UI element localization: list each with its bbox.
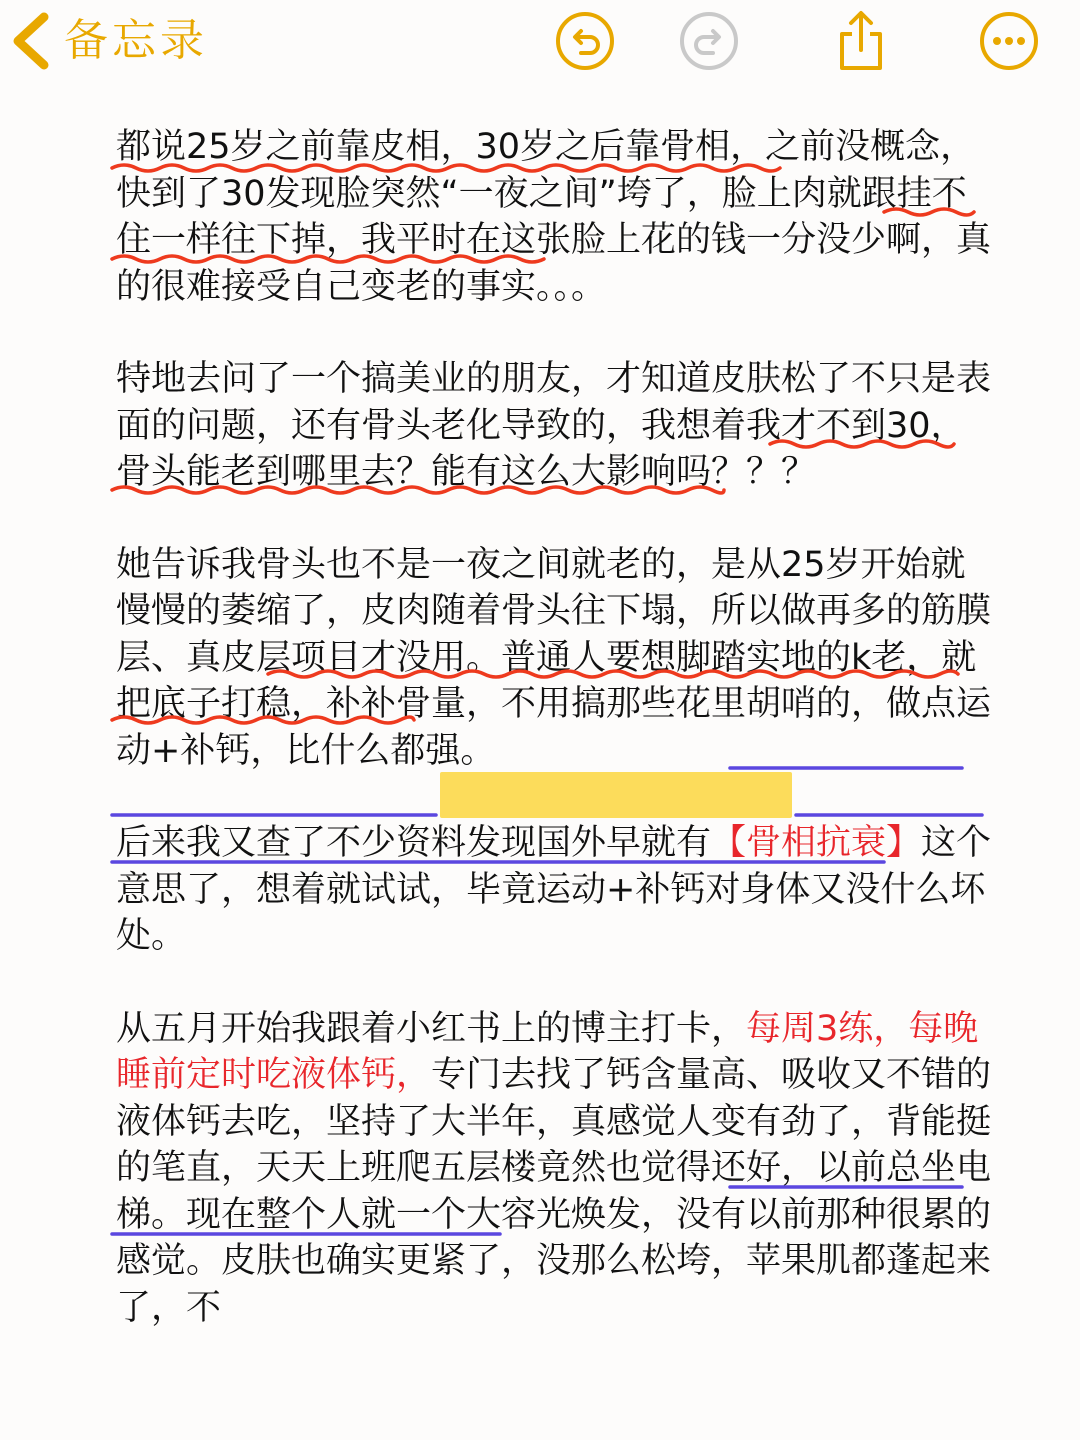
- back-button[interactable]: [6, 6, 208, 76]
- p4-red-text: 【骨相抗衰】: [711, 823, 922, 863]
- p5-text: 从五月开始我跟着小红书上的博主打卡，: [116, 1008, 747, 1049]
- note-paragraph-4: [116, 820, 996, 960]
- p5-red-text: 每周3练，每晚睡前定时吃液体钙，: [116, 1008, 979, 1095]
- share-icon: [830, 10, 892, 72]
- undo-icon: [554, 10, 616, 72]
- chevron-left-icon: [6, 11, 56, 71]
- more-button[interactable]: [978, 10, 1040, 72]
- p4-text-after: 这个意思了，想着就试试，毕竟运动+补钙对身体又没什么坏处。: [116, 823, 992, 956]
- share-button[interactable]: [830, 10, 892, 72]
- more-icon: [978, 10, 1040, 72]
- undo-button[interactable]: [554, 10, 616, 72]
- note-paragraph-5: [116, 1006, 996, 1332]
- p5-text-after: 专门去找了钙含量高、吸收又不错的液体钙去吃，坚持了大半年，真感觉人变有劲了，背能挺的笔直，天天上班爬五层楼竟然也觉得还好，以前总坐电梯。现在整个人就一个大容光焕发，没有以前那种很累的感觉。皮肤也确实更紧了，没那么松垮，苹果肌都蓬起来了，不: [116, 1055, 992, 1328]
- toolbar: [0, 0, 1080, 96]
- redo-icon: [678, 10, 740, 72]
- back-label: 备忘录: [64, 15, 208, 66]
- note-paragraph-3: 她告诉我骨头也不是一夜之间就老的，是从25岁开始就慢慢的萎缩了，皮肉随着骨头往下塌，所以做再多的筋膜层、真皮层项目才没用。普通人要想脚踏实地的k老，就把底子打稳，补补骨量，不用搞那些花里胡哨的，做点运动+补钙，比什么都强。: [116, 544, 992, 771]
- note-paragraph-1: 都说25岁之前靠皮相，30岁之后靠骨相，之前没概念，快到了30发现脸突然“一夜之间”垮了，脸上肉就跟挂不住一样往下掉，我平时在这张脸上花的钱一分没少啊，真的很难接受自己变老的事实。。。: [116, 127, 992, 307]
- p4-text: 后来我又查了不少资料发现国外早就有: [116, 823, 712, 863]
- redo-button[interactable]: [678, 10, 740, 72]
- note-body[interactable]: [116, 124, 996, 1331]
- note-paragraph-2: 特地去问了一个搞美业的朋友，才知道皮肤松了不只是表面的问题，还有骨头老化导致的，我想着我才不到30，骨头能老到哪里去？能有这么大影响吗？？？: [116, 359, 992, 492]
